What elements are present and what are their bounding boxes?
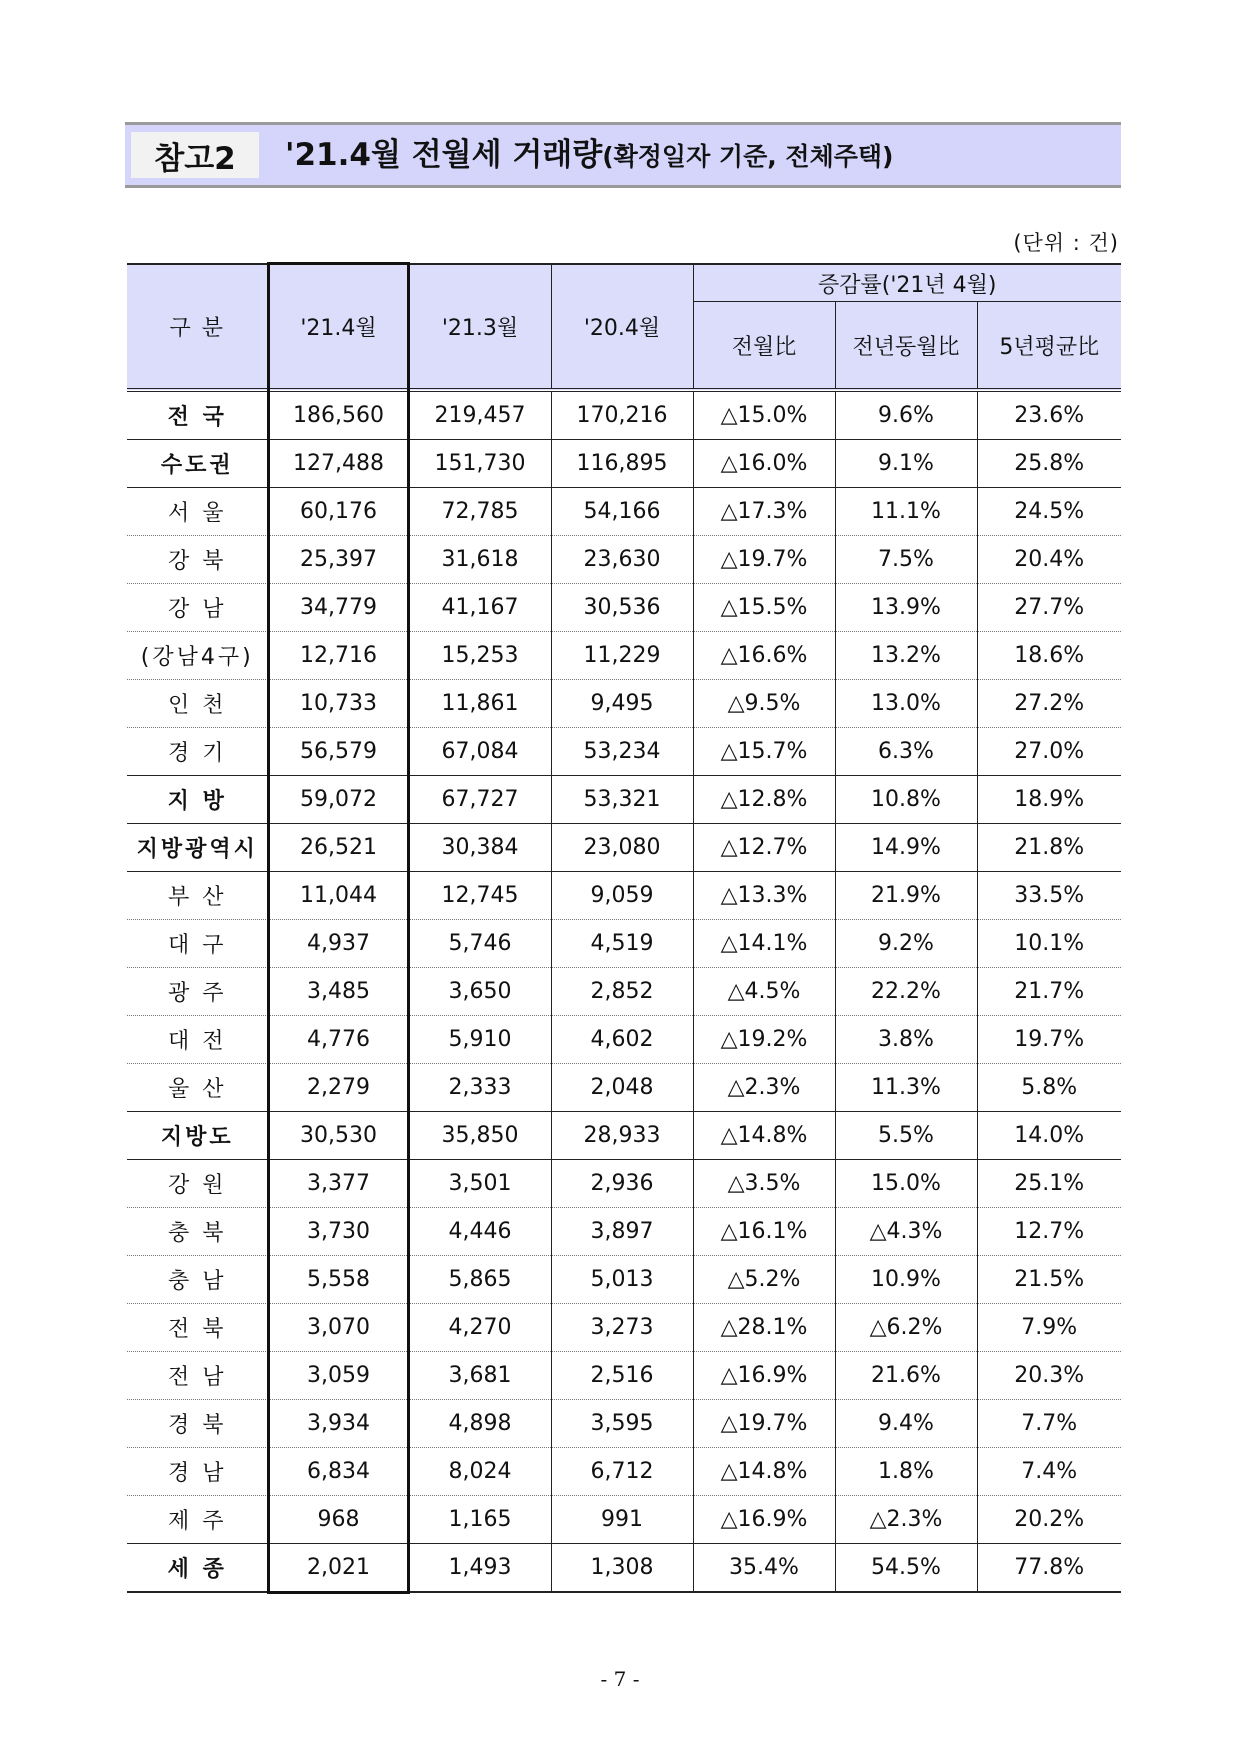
region-cell: 제 주 [127, 1496, 268, 1544]
table-row [127, 1256, 1121, 1304]
value-2004-cell: 3,273 [551, 1304, 693, 1352]
region-cell: 광 주 [127, 968, 268, 1016]
value-2104-cell: 25,397 [268, 536, 409, 584]
table-row [127, 920, 1121, 968]
change-mom-cell: △4.5% [693, 968, 835, 1016]
change-5yr-cell: 25.8% [977, 440, 1121, 488]
change-mom-cell: △3.5% [693, 1160, 835, 1208]
change-yoy-cell: 9.1% [835, 440, 977, 488]
change-5yr-cell: 7.7% [977, 1400, 1121, 1448]
table-row [127, 1448, 1121, 1496]
region-cell: 강 원 [127, 1160, 268, 1208]
header-5yr-avg: 5년평균比 [977, 302, 1121, 391]
table-row [127, 390, 1121, 440]
region-cell: 인 천 [127, 680, 268, 728]
value-2004-cell: 170,216 [551, 390, 693, 440]
region-cell: 전 남 [127, 1352, 268, 1400]
value-2103-cell: 4,446 [409, 1208, 551, 1256]
change-5yr-cell: 77.8% [977, 1544, 1121, 1593]
value-2104-cell: 127,488 [268, 440, 409, 488]
region-cell: 지방도 [127, 1112, 268, 1160]
region-cell: 경 기 [127, 728, 268, 776]
value-2103-cell: 12,745 [409, 872, 551, 920]
table-row [127, 680, 1121, 728]
value-2004-cell: 23,080 [551, 824, 693, 872]
value-2104-cell: 3,377 [268, 1160, 409, 1208]
value-2103-cell: 219,457 [409, 390, 551, 440]
value-2004-cell: 6,712 [551, 1448, 693, 1496]
region-cell: (강남4구) [127, 632, 268, 680]
value-2104-cell: 34,779 [268, 584, 409, 632]
header-mom: 전월比 [693, 302, 835, 391]
value-2004-cell: 3,897 [551, 1208, 693, 1256]
change-5yr-cell: 27.2% [977, 680, 1121, 728]
change-yoy-cell: 7.5% [835, 536, 977, 584]
value-2104-cell: 26,521 [268, 824, 409, 872]
change-mom-cell: △14.1% [693, 920, 835, 968]
value-2104-cell: 3,059 [268, 1352, 409, 1400]
value-2004-cell: 116,895 [551, 440, 693, 488]
table-row [127, 488, 1121, 536]
change-5yr-cell: 24.5% [977, 488, 1121, 536]
change-mom-cell: △17.3% [693, 488, 835, 536]
header-2103: '21.3월 [409, 264, 551, 390]
change-mom-cell: △16.9% [693, 1352, 835, 1400]
value-2004-cell: 991 [551, 1496, 693, 1544]
change-5yr-cell: 7.4% [977, 1448, 1121, 1496]
table-row [127, 1352, 1121, 1400]
value-2004-cell: 2,852 [551, 968, 693, 1016]
value-2103-cell: 4,270 [409, 1304, 551, 1352]
value-2004-cell: 53,321 [551, 776, 693, 824]
change-5yr-cell: 25.1% [977, 1160, 1121, 1208]
table-row [127, 1400, 1121, 1448]
region-cell: 지방광역시 [127, 824, 268, 872]
value-2104-cell: 10,733 [268, 680, 409, 728]
value-2103-cell: 3,501 [409, 1160, 551, 1208]
value-2103-cell: 67,084 [409, 728, 551, 776]
change-yoy-cell: 10.8% [835, 776, 977, 824]
table-row [127, 1064, 1121, 1112]
value-2104-cell: 2,279 [268, 1064, 409, 1112]
table-row [127, 1544, 1121, 1593]
value-2004-cell: 53,234 [551, 728, 693, 776]
unit-label: (단위 : 건) [1013, 231, 1119, 255]
header-change-group: 증감률('21년 4월) [693, 264, 1121, 302]
table-row [127, 1496, 1121, 1544]
change-5yr-cell: 12.7% [977, 1208, 1121, 1256]
change-5yr-cell: 18.9% [977, 776, 1121, 824]
value-2104-cell: 186,560 [268, 390, 409, 440]
change-yoy-cell: 54.5% [835, 1544, 977, 1593]
value-2103-cell: 151,730 [409, 440, 551, 488]
table-row [127, 1304, 1121, 1352]
change-mom-cell: 35.4% [693, 1544, 835, 1593]
value-2004-cell: 30,536 [551, 584, 693, 632]
table-row [127, 728, 1121, 776]
change-yoy-cell: 5.5% [835, 1112, 977, 1160]
change-5yr-cell: 20.2% [977, 1496, 1121, 1544]
table-row [127, 584, 1121, 632]
change-yoy-cell: △6.2% [835, 1304, 977, 1352]
change-yoy-cell: 9.4% [835, 1400, 977, 1448]
region-cell: 서 울 [127, 488, 268, 536]
value-2103-cell: 11,861 [409, 680, 551, 728]
value-2103-cell: 3,650 [409, 968, 551, 1016]
table-row [127, 536, 1121, 584]
table-row [127, 440, 1121, 488]
value-2103-cell: 5,746 [409, 920, 551, 968]
value-2103-cell: 72,785 [409, 488, 551, 536]
table-row [127, 1160, 1121, 1208]
change-mom-cell: △14.8% [693, 1112, 835, 1160]
value-2104-cell: 6,834 [268, 1448, 409, 1496]
page-number: - 7 - [600, 1667, 640, 1691]
table-row [127, 776, 1121, 824]
title-tag: 참고2 [131, 132, 259, 178]
table-row [127, 968, 1121, 1016]
region-cell: 부 산 [127, 872, 268, 920]
change-mom-cell: △19.2% [693, 1016, 835, 1064]
value-2104-cell: 3,730 [268, 1208, 409, 1256]
table-body [127, 390, 1121, 1592]
change-yoy-cell: 9.6% [835, 390, 977, 440]
change-5yr-cell: 7.9% [977, 1304, 1121, 1352]
header-yoy: 전년동월比 [835, 302, 977, 391]
region-cell: 경 남 [127, 1448, 268, 1496]
change-5yr-cell: 27.0% [977, 728, 1121, 776]
region-cell: 충 북 [127, 1208, 268, 1256]
change-5yr-cell: 20.4% [977, 536, 1121, 584]
value-2004-cell: 4,519 [551, 920, 693, 968]
change-yoy-cell: 13.0% [835, 680, 977, 728]
value-2103-cell: 30,384 [409, 824, 551, 872]
change-mom-cell: △15.5% [693, 584, 835, 632]
change-5yr-cell: 10.1% [977, 920, 1121, 968]
change-mom-cell: △16.9% [693, 1496, 835, 1544]
change-yoy-cell: 13.9% [835, 584, 977, 632]
value-2104-cell: 59,072 [268, 776, 409, 824]
change-5yr-cell: 20.3% [977, 1352, 1121, 1400]
change-5yr-cell: 18.6% [977, 632, 1121, 680]
value-2004-cell: 3,595 [551, 1400, 693, 1448]
value-2104-cell: 2,021 [268, 1544, 409, 1593]
change-mom-cell: △16.6% [693, 632, 835, 680]
region-cell: 세 종 [127, 1544, 268, 1593]
change-yoy-cell: 6.3% [835, 728, 977, 776]
change-yoy-cell: 10.9% [835, 1256, 977, 1304]
change-5yr-cell: 23.6% [977, 390, 1121, 440]
value-2004-cell: 11,229 [551, 632, 693, 680]
value-2103-cell: 5,910 [409, 1016, 551, 1064]
change-yoy-cell: △4.3% [835, 1208, 977, 1256]
change-5yr-cell: 5.8% [977, 1064, 1121, 1112]
change-mom-cell: △5.2% [693, 1256, 835, 1304]
value-2104-cell: 3,485 [268, 968, 409, 1016]
value-2103-cell: 41,167 [409, 584, 551, 632]
value-2103-cell: 35,850 [409, 1112, 551, 1160]
region-cell: 대 전 [127, 1016, 268, 1064]
value-2004-cell: 4,602 [551, 1016, 693, 1064]
change-mom-cell: △9.5% [693, 680, 835, 728]
value-2103-cell: 5,865 [409, 1256, 551, 1304]
value-2004-cell: 9,495 [551, 680, 693, 728]
value-2104-cell: 3,934 [268, 1400, 409, 1448]
region-cell: 충 남 [127, 1256, 268, 1304]
value-2104-cell: 56,579 [268, 728, 409, 776]
region-cell: 강 북 [127, 536, 268, 584]
value-2004-cell: 9,059 [551, 872, 693, 920]
value-2004-cell: 2,516 [551, 1352, 693, 1400]
value-2104-cell: 3,070 [268, 1304, 409, 1352]
region-cell: 울 산 [127, 1064, 268, 1112]
change-mom-cell: △28.1% [693, 1304, 835, 1352]
value-2004-cell: 5,013 [551, 1256, 693, 1304]
region-cell: 전 북 [127, 1304, 268, 1352]
rental-volume-table [127, 263, 1121, 1593]
change-mom-cell: △15.7% [693, 728, 835, 776]
change-yoy-cell: 13.2% [835, 632, 977, 680]
value-2104-cell: 30,530 [268, 1112, 409, 1160]
change-mom-cell: △19.7% [693, 536, 835, 584]
value-2004-cell: 1,308 [551, 1544, 693, 1593]
header-2004: '20.4월 [551, 264, 693, 390]
value-2104-cell: 4,776 [268, 1016, 409, 1064]
value-2004-cell: 2,048 [551, 1064, 693, 1112]
table-row [127, 1208, 1121, 1256]
change-5yr-cell: 33.5% [977, 872, 1121, 920]
region-cell: 전 국 [127, 390, 268, 440]
change-yoy-cell: 15.0% [835, 1160, 977, 1208]
value-2104-cell: 11,044 [268, 872, 409, 920]
change-mom-cell: △12.7% [693, 824, 835, 872]
value-2004-cell: 2,936 [551, 1160, 693, 1208]
change-mom-cell: △16.1% [693, 1208, 835, 1256]
region-cell: 지 방 [127, 776, 268, 824]
region-cell: 강 남 [127, 584, 268, 632]
region-cell: 대 구 [127, 920, 268, 968]
table-row [127, 824, 1121, 872]
value-2103-cell: 31,618 [409, 536, 551, 584]
change-5yr-cell: 21.5% [977, 1256, 1121, 1304]
change-yoy-cell: 9.2% [835, 920, 977, 968]
value-2103-cell: 4,898 [409, 1400, 551, 1448]
header-2104: '21.4월 [268, 264, 409, 390]
change-5yr-cell: 27.7% [977, 584, 1121, 632]
change-yoy-cell: 14.9% [835, 824, 977, 872]
table-row [127, 632, 1121, 680]
title-bar [125, 122, 1121, 188]
value-2004-cell: 54,166 [551, 488, 693, 536]
change-5yr-cell: 21.8% [977, 824, 1121, 872]
value-2103-cell: 15,253 [409, 632, 551, 680]
region-cell: 수도권 [127, 440, 268, 488]
value-2103-cell: 1,493 [409, 1544, 551, 1593]
value-2104-cell: 4,937 [268, 920, 409, 968]
value-2004-cell: 23,630 [551, 536, 693, 584]
change-yoy-cell: 3.8% [835, 1016, 977, 1064]
change-yoy-cell: 11.1% [835, 488, 977, 536]
table-row [127, 1112, 1121, 1160]
value-2004-cell: 28,933 [551, 1112, 693, 1160]
region-cell: 경 북 [127, 1400, 268, 1448]
value-2104-cell: 5,558 [268, 1256, 409, 1304]
change-5yr-cell: 21.7% [977, 968, 1121, 1016]
value-2103-cell: 2,333 [409, 1064, 551, 1112]
change-mom-cell: △19.7% [693, 1400, 835, 1448]
change-yoy-cell: 1.8% [835, 1448, 977, 1496]
value-2104-cell: 60,176 [268, 488, 409, 536]
change-yoy-cell: 21.9% [835, 872, 977, 920]
value-2103-cell: 1,165 [409, 1496, 551, 1544]
change-mom-cell: △2.3% [693, 1064, 835, 1112]
change-yoy-cell: 11.3% [835, 1064, 977, 1112]
change-mom-cell: △13.3% [693, 872, 835, 920]
change-yoy-cell: 22.2% [835, 968, 977, 1016]
table-row [127, 872, 1121, 920]
change-mom-cell: △14.8% [693, 1448, 835, 1496]
change-mom-cell: △15.0% [693, 390, 835, 440]
change-yoy-cell: 21.6% [835, 1352, 977, 1400]
change-mom-cell: △12.8% [693, 776, 835, 824]
header-category: 구 분 [127, 264, 268, 390]
change-yoy-cell: △2.3% [835, 1496, 977, 1544]
value-2103-cell: 8,024 [409, 1448, 551, 1496]
title-main: '21.4월 전월세 거래량 [285, 137, 603, 173]
table-row [127, 1016, 1121, 1064]
value-2103-cell: 67,727 [409, 776, 551, 824]
title-subtitle: (확정일자 기준, 전체주택) [602, 142, 894, 171]
change-mom-cell: △16.0% [693, 440, 835, 488]
page-title [285, 125, 893, 185]
value-2104-cell: 12,716 [268, 632, 409, 680]
change-5yr-cell: 14.0% [977, 1112, 1121, 1160]
value-2103-cell: 3,681 [409, 1352, 551, 1400]
change-5yr-cell: 19.7% [977, 1016, 1121, 1064]
value-2104-cell: 968 [268, 1496, 409, 1544]
